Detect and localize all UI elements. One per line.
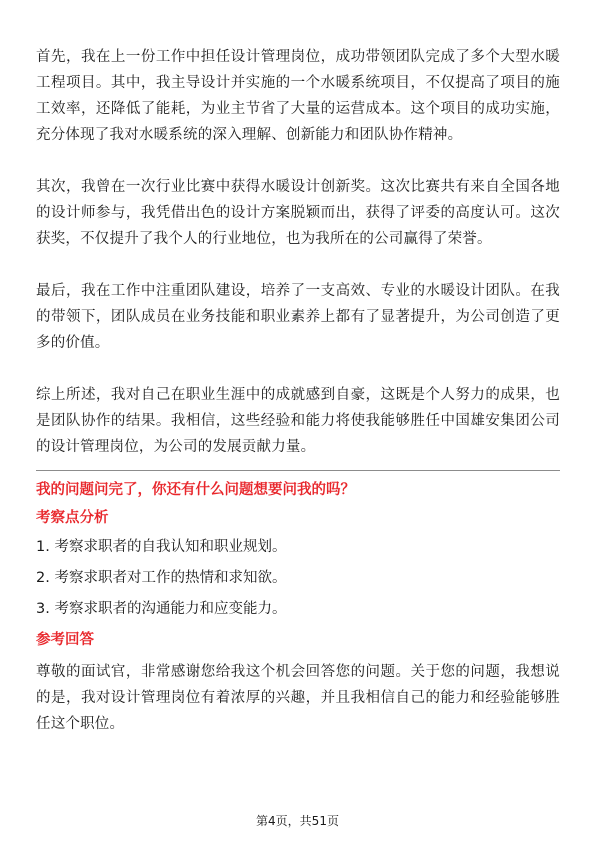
interview-question: 我的问题问完了，你还有什么问题想要问我的吗？ — [36, 482, 355, 498]
reference-heading: 参考回答 — [36, 632, 94, 648]
section-divider — [36, 470, 560, 471]
page-number-footer: 第4页，共51页 — [256, 814, 339, 828]
analysis-item: 1. 考察求职者的自我认知和职业规划。 — [36, 539, 287, 555]
paragraph-achievement-project: 首先，我在上一份工作中担任设计管理岗位，成功带领团队完成了多个大型水暖工程项目。其中，我主导设计并实施的一个水暖系统项目，不仅提高了项目的施工效率，还降低了能耗，为业主节省了大量的运营成本。这个项目的成功实施，充分体现了我对水暖系统的深入理解、创新能力和团队协作精神。 — [36, 49, 560, 143]
paragraph-achievement-award: 其次，我曾在一次行业比赛中获得水暖设计创新奖。这次比赛共有来自全国各地的设计师参与，我凭借出色的设计方案脱颖而出，获得了评委的高度认可。这次获奖，不仅提升了我个人的行业地位，也为我所在的公司赢得了荣誉。 — [36, 179, 560, 247]
paragraph-achievement-team: 最后，我在工作中注重团队建设，培养了一支高效、专业的水暖设计团队。在我的带领下，团队成员在业务技能和职业素养上都有了显著提升，为公司创造了更多的价值。 — [36, 283, 560, 351]
analysis-item: 2. 考察求职者对工作的热情和求知欲。 — [36, 570, 287, 586]
analysis-list — [36, 537, 560, 619]
analysis-item: 3. 考察求职者的沟通能力和应变能力。 — [36, 601, 287, 617]
page-content — [36, 44, 560, 737]
analysis-heading: 考察点分析 — [36, 510, 109, 526]
reference-answer: 尊敬的面试官，非常感谢您给我这个机会回答您的问题。关于您的问题，我想说的是，我对设计管理岗位有着浓厚的兴趣，并且我相信自己的能力和经验能够胜任这个职位。 — [36, 664, 560, 732]
paragraph-summary: 综上所述，我对自己在职业生涯中的成就感到自豪，这既是个人努力的成果，也是团队协作的结果。我相信，这些经验和能力将使我能够胜任中国雄安集团公司的设计管理岗位，为公司的发展贡献力量。 — [36, 387, 560, 455]
